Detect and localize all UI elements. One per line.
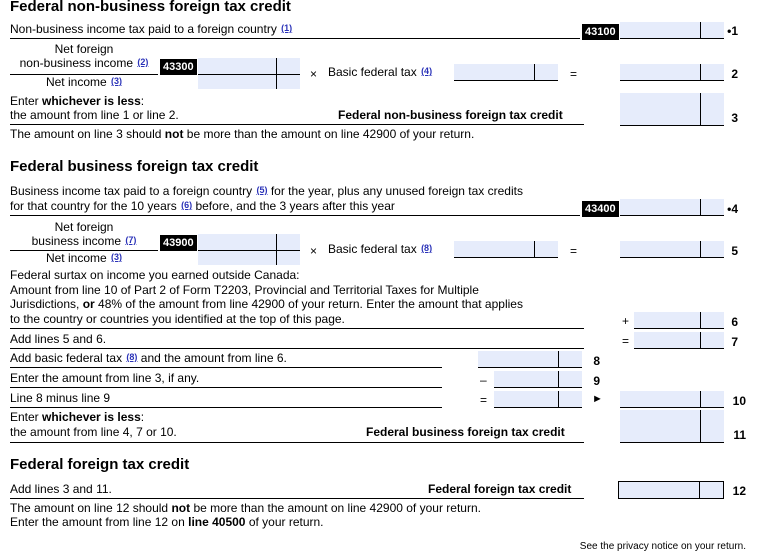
line9-amount-field[interactable] (494, 371, 582, 388)
line-number-6: 6 (731, 315, 738, 329)
arrow-right-icon: ► (592, 393, 603, 405)
note-link-3a[interactable]: (3) (111, 76, 123, 86)
line4-label-b: for that country for the 10 years (6) before, and the 3 years after this year (10, 199, 395, 213)
note-link-8a[interactable]: (8) (421, 243, 433, 253)
line1-label: Non-business income tax paid to a foreign country (1) (10, 22, 293, 36)
surtax-line-1: Federal surtax on income you earned outside Canada: (10, 268, 300, 282)
line-number-2: 2 (731, 67, 738, 81)
line5-basic-federal-tax-field[interactable] (454, 241, 558, 258)
line-code-43900: 43900 (160, 235, 197, 251)
line5-net-income-label: Net income (3) (45, 251, 123, 265)
line-code-43400: 43400 (582, 201, 619, 217)
line2-net-income-field[interactable] (198, 75, 300, 89)
line5-net-income-field[interactable] (198, 251, 300, 265)
line-code-43300: 43300 (160, 59, 197, 75)
plus-sign: + (622, 314, 630, 328)
surtax-line-3: Jurisdictions, or 48% of the amount from line 42900 of your return. Enter the amount that applies (10, 297, 523, 311)
line-number-11: 11 (733, 428, 746, 442)
line2-net-income-label: Net income (3) (45, 75, 123, 89)
line12-amount-field[interactable] (618, 481, 724, 499)
line11-instruction: Enter whichever is less: (10, 410, 145, 424)
line3-label: the amount from line 1 or line 2. (10, 108, 179, 122)
line3-instruction: Enter whichever is less: (10, 94, 145, 108)
line3-note: The amount on line 3 should not be more than the amount on line 42900 of your return. (10, 127, 475, 141)
line-number-10: 10 (732, 394, 746, 408)
line2-basic-federal-tax-field[interactable] (454, 64, 558, 81)
note-link-7[interactable]: (7) (125, 235, 137, 245)
equals-sign-4: = (480, 393, 488, 407)
line-code-43100: 43100 (582, 24, 619, 40)
note-link-1[interactable]: (1) (281, 23, 293, 33)
line-number-12: 12 (732, 484, 746, 498)
line11-label: the amount from line 4, 7 or 10. (10, 425, 177, 439)
note-link-2[interactable]: (2) (137, 57, 149, 67)
note-link-6[interactable]: (6) (181, 200, 193, 210)
times-sign-2: × (310, 244, 318, 258)
note-link-4[interactable]: (4) (421, 66, 433, 76)
line-number-8: 8 (593, 354, 600, 368)
times-sign: × (310, 67, 318, 81)
line7-label: Add lines 5 and 6. (10, 332, 107, 346)
line5-basic-federal-tax-label: Basic federal tax (8) (328, 242, 433, 256)
line12-note-1: The amount on line 12 should not be more than the amount on line 42900 of your return. (10, 501, 481, 515)
line12-label: Add lines 3 and 11. (10, 482, 112, 496)
line10-label: Line 8 minus line 9 (10, 391, 111, 405)
section-title-non-business: Federal non-business foreign tax credit (10, 0, 291, 15)
note-link-3b[interactable]: (3) (111, 252, 123, 262)
line2-net-foreign-field[interactable] (198, 58, 300, 75)
line10-amount-field[interactable] (620, 391, 724, 408)
line2-net-foreign-label: Net foreign non-business income (2) (19, 42, 149, 70)
surtax-line-4: to the country or countries you identified at the top of this page. (10, 312, 345, 326)
line-number-7: 7 (731, 335, 738, 349)
section-title-business: Federal business foreign tax credit (10, 158, 259, 175)
line5-net-foreign-label: Net foreign business income (7) (31, 220, 137, 248)
line12-note-2: Enter the amount from line 12 on line 40500 of your return. (10, 515, 324, 529)
section-title-foreign-tax-credit: Federal foreign tax credit (10, 456, 190, 473)
note-link-8b[interactable]: (8) (126, 352, 138, 362)
line-number-5: 5 (731, 244, 738, 258)
line5-net-foreign-field[interactable] (198, 234, 300, 251)
line2-basic-federal-tax-label: Basic federal tax (4) (328, 65, 433, 79)
line-number-1: •1 (727, 24, 738, 38)
privacy-notice: See the privacy notice on your return. (579, 541, 746, 552)
line11-amount-field[interactable] (620, 410, 724, 443)
equals-sign: = (570, 67, 578, 81)
note-link-5[interactable]: (5) (256, 185, 268, 195)
surtax-line-2: Amount from line 10 of Part 2 of Form T2203, Provincial and Territorial Taxes for Multiple (10, 283, 479, 297)
line8-label: Add basic federal tax (8) and the amount from line 6. (10, 351, 287, 365)
minus-sign: – (480, 373, 487, 387)
line9-label: Enter the amount from line 3, if any. (10, 371, 200, 385)
line4-label-a: Business income tax paid to a foreign country (5) for the year, plus any unused foreign tax credits (10, 184, 523, 198)
line11-credit-label: Federal business foreign tax credit (366, 425, 565, 439)
line3-credit-label: Federal non-business foreign tax credit (338, 108, 563, 122)
line-number-9: 9 (593, 374, 600, 388)
line8-amount-field[interactable] (478, 351, 582, 368)
line12-credit-label: Federal foreign tax credit (428, 482, 572, 496)
line10-subtotal-field[interactable] (494, 391, 582, 408)
line-number-3: 3 (731, 111, 738, 125)
line-number-4: •4 (727, 202, 738, 216)
equals-sign-3: = (622, 334, 630, 348)
equals-sign-2: = (570, 244, 578, 258)
